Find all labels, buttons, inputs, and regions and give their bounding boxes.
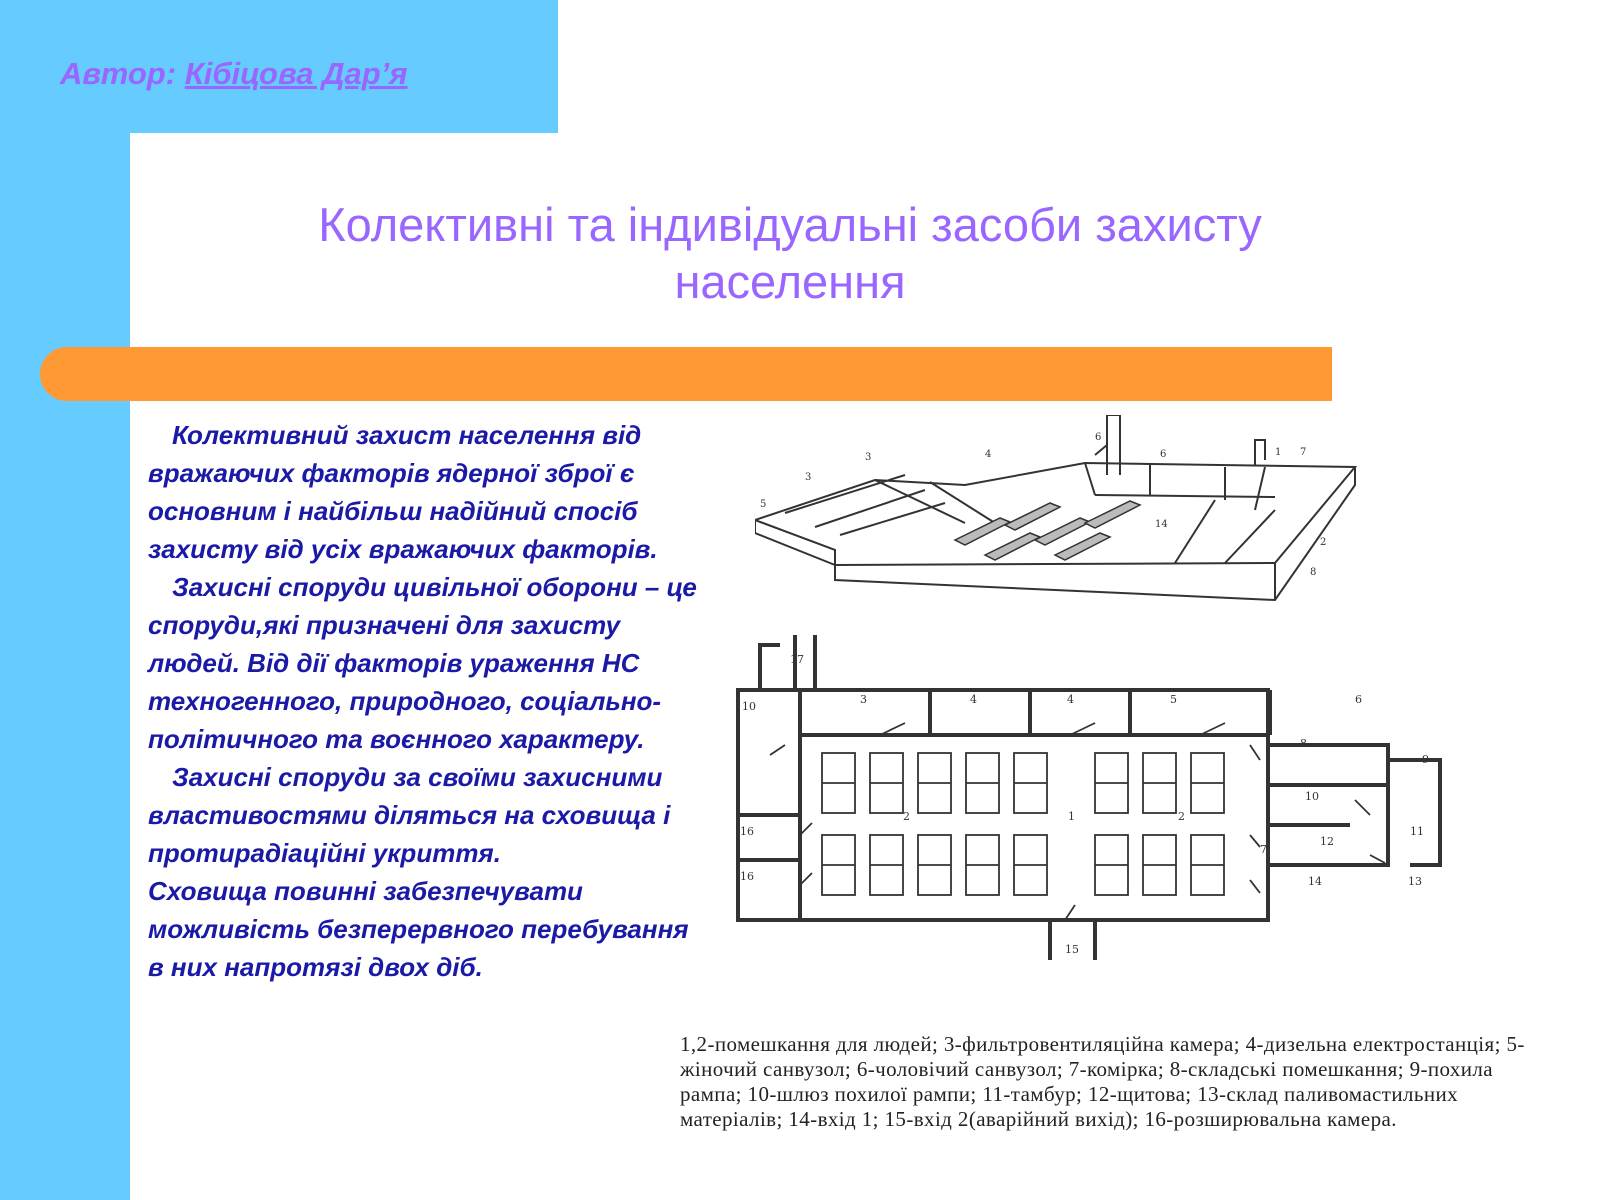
svg-text:5: 5 [760,499,767,510]
svg-text:7: 7 [1260,843,1267,856]
svg-text:3: 3 [865,452,872,463]
title-line-1: Колективні та індивідуальні засоби захисту [318,198,1262,251]
svg-text:4: 4 [1067,693,1074,706]
title-line-2: населення [674,255,906,308]
svg-text:1: 1 [1275,447,1282,458]
diagram-legend: 1,2-помешкання для людей; 3-фильтровентиляційна камера; 4-дизельна електростанція; 5-жіночий санвузол; 6-чоловічий санвузол; 7-комірка; 8-складські помешкання; 9-похила рампа; 10-шлюз похилої рампи; 11-тамбур; 12-щитова; 13-склад паливомастильних матеріалів; 14-вхід 1; 15-вхід 2(аварійний вихід); 16-розширювальна камера. [680,1032,1525,1131]
paragraph-shelter-duration: Сховища повинні забезпечувати можливість безперервного перебування в них напротязі двох діб. [148,876,689,982]
svg-text:10: 10 [742,700,756,713]
svg-text:15: 15 [1065,943,1079,956]
svg-text:6: 6 [1355,693,1362,706]
svg-text:12: 12 [1320,835,1334,848]
svg-text:2: 2 [1178,810,1185,823]
svg-text:5: 5 [1170,693,1177,706]
svg-text:14: 14 [1308,875,1322,888]
page-title [200,196,1380,310]
svg-text:11: 11 [1410,825,1424,838]
svg-text:3: 3 [805,472,812,483]
svg-text:16: 16 [740,870,754,883]
paragraph-collective-protection: Колективний захист населення від вражаючих факторів ядерної зброї є основним і найбільш надійний спосіб захисту від усіх вражаючих факторів. [148,420,658,564]
svg-text:7: 7 [1300,447,1307,458]
shelter-floor-plan [730,635,1490,975]
svg-text:9: 9 [1422,753,1429,766]
sidebar-band [0,0,130,1200]
author-label: Автор: [60,56,177,91]
svg-text:10: 10 [1305,790,1319,803]
svg-text:4: 4 [985,449,992,460]
svg-text:14: 14 [1155,519,1168,530]
paragraph-civil-defense: Захисні споруди цивільної оборони – це споруди,які призначені для захисту людей. Від дії факторів ураження НС техногенного, природного, соціально-політичного та воєнного характеру. [148,572,697,754]
svg-text:8: 8 [1310,567,1317,578]
svg-text:1: 1 [1068,810,1075,823]
shelter-isometric-drawing [755,415,1405,615]
author-line [60,56,408,92]
author-name-link[interactable]: Кібіцова Дар’я [184,56,408,91]
svg-text:3: 3 [860,693,867,706]
svg-text:2: 2 [1320,537,1327,548]
svg-text:6: 6 [1160,449,1167,460]
svg-text:17: 17 [790,653,804,666]
svg-text:4: 4 [970,693,977,706]
svg-text:13: 13 [1408,875,1422,888]
svg-text:6: 6 [1095,432,1102,443]
paragraph-classification: Захисні споруди за своїми захисними властивостями діляться на сховища і протирадіаційні укриття. [148,762,671,868]
svg-text:8: 8 [1300,737,1307,750]
svg-text:2: 2 [903,810,910,823]
svg-text:16: 16 [740,825,754,838]
body-text [148,416,708,986]
accent-bar [40,347,1332,401]
